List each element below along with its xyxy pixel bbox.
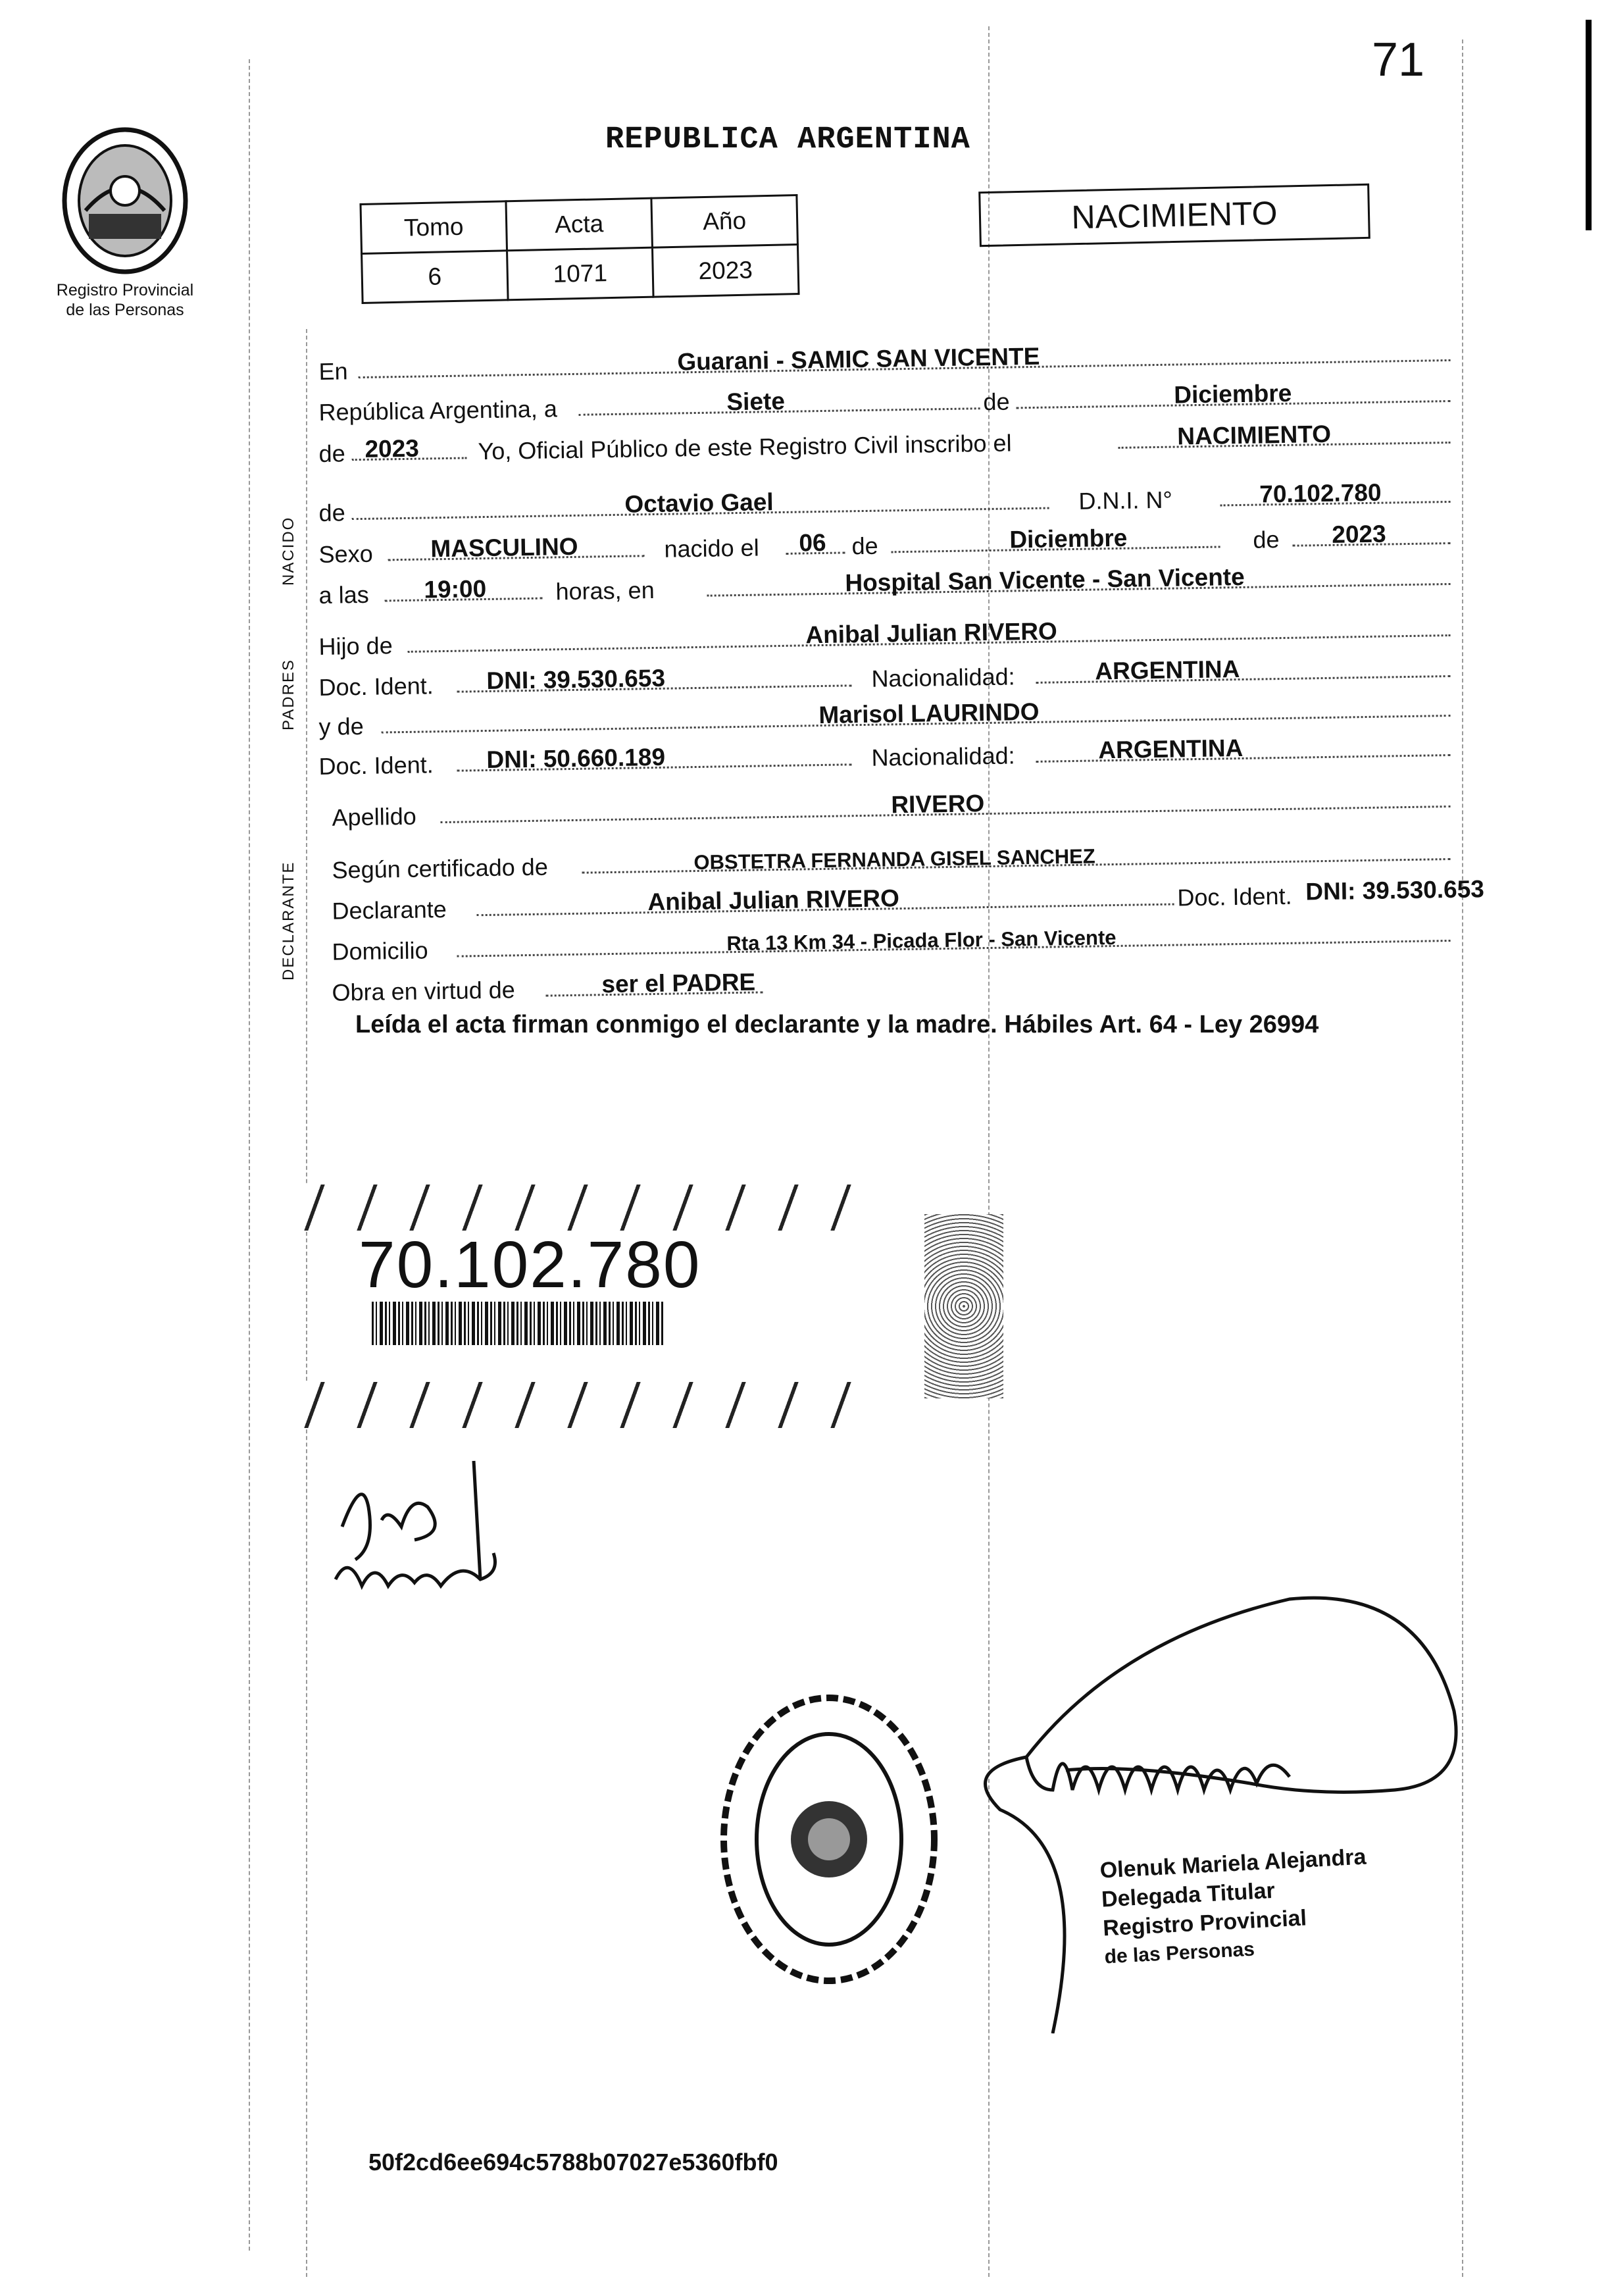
value-declarante-doc: DNI: 39.530.653 (1305, 875, 1485, 906)
value-tomo: 6 (362, 251, 509, 303)
side-label-padres: PADRES (280, 659, 297, 730)
record-type-box: NACIMIENTO (978, 184, 1370, 247)
hologram-icon (924, 1214, 1003, 1398)
value-month: Diciembre (1174, 379, 1292, 409)
value-year: 2023 (364, 434, 420, 463)
value-padre-doc: DNI: 39.530.653 (486, 664, 666, 694)
value-apellido: RIVERO (891, 790, 985, 819)
sticker-barcode (372, 1302, 665, 1345)
registry-logo (39, 125, 211, 320)
label-padre-nac: Nacionalidad: (871, 663, 1015, 692)
value-obra: ser el PADRE (601, 968, 756, 998)
label-y-de: y de (318, 712, 364, 741)
label-apellido: Apellido (332, 802, 416, 831)
value-madre-nac: ARGENTINA (1098, 734, 1244, 764)
logo-caption-2: de las Personas (66, 301, 184, 319)
label-declarante: Declarante (332, 895, 447, 925)
document-hash: 50f2cd6ee694c5788b07027e5360fbf0 (368, 2149, 778, 2176)
label-de3: de (318, 499, 345, 527)
label-nacido-el: nacido el (664, 534, 759, 563)
label-sexo: Sexo (318, 540, 373, 569)
misiones-seal-icon (59, 125, 191, 276)
official-office-2: de las Personas (1103, 1938, 1255, 1968)
value-declarante: Anibal Julian RIVERO (647, 884, 900, 916)
header-anio: Año (651, 195, 798, 248)
page-number: 71 (1372, 34, 1425, 86)
side-label-declarante: DECLARANTE (280, 861, 297, 981)
label-segun: Según certificado de (332, 853, 549, 884)
label-madre-nac: Nacionalidad: (871, 742, 1015, 771)
value-hora: 19:00 (424, 575, 487, 603)
edge-bar (1586, 20, 1592, 230)
label-domicilio: Domicilio (332, 936, 428, 965)
value-nacido-dia: 06 (799, 528, 826, 557)
sticker-pattern-top (264, 1185, 860, 1231)
label-madre-doc: Doc. Ident. (318, 751, 434, 780)
value-certificado: OBSTETRA FERNANDA GISEL SANCHEZ (693, 844, 1095, 875)
value-en: Guarani - SAMIC SAN VICENTE (677, 342, 1040, 376)
header-acta: Acta (506, 198, 653, 251)
label-padre-doc: Doc. Ident. (318, 672, 434, 702)
label-en: En (318, 357, 348, 386)
fold-line-inner (306, 329, 307, 2277)
label-obra: Obra en virtud de (332, 976, 516, 1006)
value-lugar: Hospital San Vicente - San Vicente (845, 563, 1245, 597)
label-a-las: a las (318, 580, 369, 609)
value-inscribe: NACIMIENTO (1177, 420, 1332, 450)
value-madre: Marisol LAURINDO (818, 698, 1040, 729)
value-nacido-anio: 2023 (1331, 520, 1386, 548)
official-name: Olenuk Mariela Alejandra (1099, 1844, 1367, 1883)
value-nacido-mes: Diciembre (1009, 524, 1128, 553)
label-de4: de (851, 532, 878, 560)
value-day: Siete (726, 387, 786, 416)
label-declarante-doc: Doc. Ident. (1177, 882, 1292, 911)
official-role: Delegada Titular (1101, 1877, 1276, 1912)
record-table (359, 194, 799, 304)
value-padre: Anibal Julian RIVERO (805, 617, 1058, 649)
label-republica: República Argentina, a (318, 395, 558, 426)
value-anio: 2023 (652, 245, 799, 297)
label-de: de (983, 388, 1010, 416)
closing-statement: Leída el acta firman conmigo el declarante y la madre. Hábiles Art. 64 - Ley 26994 (355, 1011, 1319, 1038)
handwritten-signature-marisol (329, 1448, 540, 1619)
value-acta: 1071 (507, 247, 654, 300)
official-block (1099, 1843, 1372, 1972)
document-title: REPUBLICA ARGENTINA (605, 122, 970, 157)
value-madre-doc: DNI: 50.660.189 (486, 743, 666, 773)
official-office-1: Registro Provincial (1102, 1905, 1307, 1941)
label-horas-en: horas, en (555, 576, 655, 605)
label-de5: de (1253, 526, 1280, 553)
header-tomo: Tomo (361, 201, 507, 254)
label-de2: de (318, 440, 345, 468)
fold-line-left (249, 59, 250, 2251)
sticker-number: 70.102.780 (359, 1228, 701, 1302)
value-sexo: MASCULINO (430, 532, 578, 563)
official-stamp (711, 1685, 947, 1994)
label-hijo-de: Hijo de (318, 632, 393, 661)
row-apellido (318, 777, 1451, 834)
value-nombre: Octavio Gael (624, 488, 774, 518)
label-dni: D.N.I. N° (1078, 486, 1173, 515)
logo-caption-1: Registro Provincial (56, 281, 194, 299)
oficial-text: Yo, Oficial Público de este Registro Civil inscribo el (478, 429, 1012, 465)
value-domicilio: Rta 13 Km 34 - Picada Flor - San Vicente (726, 925, 1117, 956)
value-dni: 70.102.780 (1259, 478, 1382, 508)
value-padre-nac: ARGENTINA (1095, 655, 1240, 685)
side-label-nacido: NACIDO (280, 516, 297, 586)
sticker-pattern-bottom (264, 1382, 860, 1428)
